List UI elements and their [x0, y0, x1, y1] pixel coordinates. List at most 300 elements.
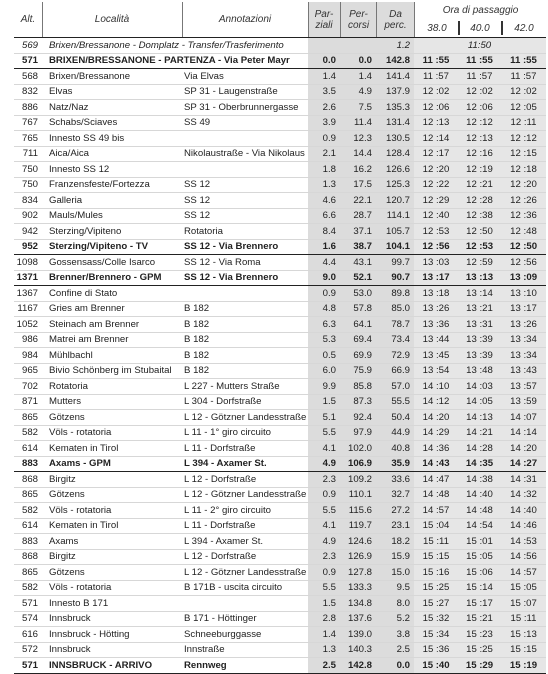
- cell-percorsi: 75.9: [340, 363, 376, 379]
- cell-percorsi: 11.4: [340, 115, 376, 131]
- cell-percorsi: 28.7: [340, 208, 376, 224]
- cell-time-42: 13 :10: [501, 286, 546, 302]
- table-row: [14, 425, 546, 441]
- cell-da-perc: 5.2: [376, 611, 414, 627]
- table-row: [14, 658, 546, 674]
- cell-da-perc: 90.7: [376, 270, 414, 286]
- cell-localita: Götzens: [42, 487, 182, 503]
- cell-time-40: 14 :03: [458, 379, 501, 395]
- cell-percorsi: 87.3: [340, 394, 376, 410]
- table-row: [14, 239, 546, 255]
- cell-percorsi: 142.8: [340, 658, 376, 674]
- cell-alt: 574: [14, 611, 42, 627]
- cell-time-42: 15 :19: [501, 658, 546, 674]
- cell-time-40: 11 :55: [458, 53, 501, 69]
- cell-localita: Rotatoria: [42, 379, 182, 395]
- cell-annotazioni: Rennweg: [182, 658, 308, 674]
- cell-time-40: 12 :16: [458, 146, 501, 162]
- cell-time-42: 15 :15: [501, 642, 546, 658]
- cell-percorsi: 133.3: [340, 580, 376, 596]
- cell-annotazioni: [182, 131, 308, 147]
- cell-annotazioni: Via Elvas: [182, 69, 308, 85]
- table-row: [14, 162, 546, 178]
- cell-parziali: 1.6: [308, 239, 340, 255]
- cell-time-42: 14 :20: [501, 441, 546, 457]
- cell-da-perc: 120.7: [376, 193, 414, 209]
- table-row: [14, 177, 546, 193]
- cell-time-40: 13 :14: [458, 286, 501, 302]
- cell-alt: 1367: [14, 286, 42, 302]
- cell-time-38: 11 :55: [414, 53, 458, 69]
- cell-time-38: 15 :11: [414, 534, 458, 550]
- cell-da-perc: 2.5: [376, 642, 414, 658]
- cell-time-38: 12 :29: [414, 193, 458, 209]
- cell-annotazioni: SS 12: [182, 193, 308, 209]
- cell-time-38: 15 :32: [414, 611, 458, 627]
- cell-time-42: 13 :34: [501, 348, 546, 364]
- table-row: [14, 332, 546, 348]
- cell-time-42: 12 :50: [501, 239, 546, 255]
- cell-alt: 572: [14, 642, 42, 658]
- cell-da-perc: 99.7: [376, 255, 414, 271]
- cell-parziali: 1.4: [308, 69, 340, 85]
- cell-da-perc: 32.7: [376, 487, 414, 503]
- cell-annotazioni: L 304 - Dorfstraße: [182, 394, 308, 410]
- cell-time-38: 14 :29: [414, 425, 458, 441]
- divider: [376, 2, 377, 37]
- cell-percorsi: 106.9: [340, 456, 376, 472]
- cell-time-38: 15 :36: [414, 642, 458, 658]
- cell-percorsi: 127.8: [340, 565, 376, 581]
- cell-percorsi: 119.7: [340, 518, 376, 534]
- cell-time-40: 14 :35: [458, 456, 501, 472]
- cell-localita: Aica/Aica: [42, 146, 182, 162]
- cell-parziali: 2.3: [308, 549, 340, 565]
- cell-time-42: 13 :57: [501, 379, 546, 395]
- cell-localita: Brixen/Bressanone - Domplatz - Transfer/Trasferimento: [42, 38, 182, 53]
- cell-time-40: 14 :54: [458, 518, 501, 534]
- cell-da-perc: 105.7: [376, 224, 414, 240]
- cell-time-40: 12 :06: [458, 100, 501, 116]
- divider: [414, 2, 415, 37]
- cell-annotazioni: [182, 286, 308, 302]
- cell-annotazioni: L 394 - Axamer St.: [182, 456, 308, 472]
- cell-percorsi: 14.4: [340, 146, 376, 162]
- cell-localita: Birgitz: [42, 549, 182, 565]
- cell-percorsi: 0.0: [340, 53, 376, 69]
- cell-time-38: 13 :03: [414, 255, 458, 271]
- divider: [308, 2, 309, 37]
- cell-da-perc: 33.6: [376, 472, 414, 488]
- table-row: [14, 487, 546, 503]
- cell-annotazioni: B 171B - uscita circuito: [182, 580, 308, 596]
- cell-time-42: 12 :36: [501, 208, 546, 224]
- table-row: [14, 642, 546, 658]
- cell-annotazioni: L 11 - 1° giro circuito: [182, 425, 308, 441]
- timetable-sheet: [14, 2, 546, 671]
- cell-annotazioni: SP 31 - Laugenstraße: [182, 84, 308, 100]
- cell-time-42: 13 :34: [501, 332, 546, 348]
- cell-da-perc: 126.6: [376, 162, 414, 178]
- table-row: [14, 301, 546, 317]
- cell-annotazioni: B 171 - Höttinger: [182, 611, 308, 627]
- cell-percorsi: 137.6: [340, 611, 376, 627]
- cell-parziali: 1.3: [308, 177, 340, 193]
- cell-parziali: 1.3: [308, 642, 340, 658]
- table-row: [14, 596, 546, 612]
- cell-alt: 883: [14, 534, 42, 550]
- cell-da-perc: 104.1: [376, 239, 414, 255]
- cell-time-40: 12 :38: [458, 208, 501, 224]
- cell-time-38: 13 :44: [414, 332, 458, 348]
- cell-localita: Innesto SS 49 bis: [42, 131, 182, 147]
- cell-time-42: 12 :12: [501, 131, 546, 147]
- cell-da-perc: 3.8: [376, 627, 414, 643]
- cell-time-42: 12 :56: [501, 255, 546, 271]
- cell-localita: Natz/Naz: [42, 100, 182, 116]
- cell-alt: 986: [14, 332, 42, 348]
- cell-parziali: 5.5: [308, 580, 340, 596]
- cell-localita: Elvas: [42, 84, 182, 100]
- cell-da-perc: 114.1: [376, 208, 414, 224]
- cell-localita: Franzensfeste/Fortezza: [42, 177, 182, 193]
- cell-annotazioni: SS 12: [182, 208, 308, 224]
- cell-alt: 1371: [14, 270, 42, 286]
- cell-annotazioni: L 11 - 2° giro circuito: [182, 503, 308, 519]
- cell-parziali: 0.5: [308, 348, 340, 364]
- cell-alt: 616: [14, 627, 42, 643]
- cell-alt: 614: [14, 441, 42, 457]
- cell-time-42: 13 :43: [501, 363, 546, 379]
- table-row: [14, 611, 546, 627]
- cell-parziali: 5.3: [308, 332, 340, 348]
- table-row: [14, 580, 546, 596]
- table-row: [14, 224, 546, 240]
- cell-time-40: 15 :25: [458, 642, 501, 658]
- cell-annotazioni: Innstraße: [182, 642, 308, 658]
- cell-time-38: 14 :43: [414, 456, 458, 472]
- cell-time-40: 15 :17: [458, 596, 501, 612]
- cell-time-38: 12 :02: [414, 84, 458, 100]
- cell-localita: BRIXEN/BRESSANONE - PARTENZA - Via Peter Mayr: [42, 53, 182, 69]
- cell-da-perc: 135.3: [376, 100, 414, 116]
- cell-annotazioni: SS 12 - Via Brennero: [182, 239, 308, 255]
- cell-time-38: 15 :34: [414, 627, 458, 643]
- cell-alt: 886: [14, 100, 42, 116]
- cell-da-perc: 40.8: [376, 441, 414, 457]
- cell-da-perc: 130.5: [376, 131, 414, 147]
- cell-percorsi: 139.0: [340, 627, 376, 643]
- cell-alt: 865: [14, 410, 42, 426]
- cell-annotazioni: L 12 - Dorfstraße: [182, 549, 308, 565]
- timetable: [14, 38, 546, 674]
- cell-localita: Völs - rotatoria: [42, 580, 182, 596]
- cell-annotazioni: L 12 - Götzner Landesstraße: [182, 565, 308, 581]
- cell-parziali: 2.8: [308, 611, 340, 627]
- cell-localita: Axams - GPM: [42, 456, 182, 472]
- cell-time-38: 12 :13: [414, 115, 458, 131]
- cell-time-40: 12 :13: [458, 131, 501, 147]
- cell-annotazioni: L 12 - Götzner Landesstraße: [182, 487, 308, 503]
- cell-percorsi: 1.4: [340, 69, 376, 85]
- table-row: [14, 410, 546, 426]
- cell-time-40: 15 :01: [458, 534, 501, 550]
- cell-time-40: 13 :21: [458, 301, 501, 317]
- cell-da-perc: 137.9: [376, 84, 414, 100]
- cell-time-38: 11 :57: [414, 69, 458, 85]
- cell-annotazioni: SP 31 - Oberbrunnergasse: [182, 100, 308, 116]
- cell-annotazioni: SS 49: [182, 115, 308, 131]
- cell-da-perc: 78.7: [376, 317, 414, 333]
- cell-percorsi: 126.9: [340, 549, 376, 565]
- cell-time-42: 14 :07: [501, 410, 546, 426]
- cell-time-40: 14 :48: [458, 503, 501, 519]
- cell-time-40: 11:50: [458, 38, 501, 53]
- cell-time-38: 14 :12: [414, 394, 458, 410]
- cell-alt: 571: [14, 53, 42, 69]
- cell-time-42: 14 :56: [501, 549, 546, 565]
- table-row: [14, 394, 546, 410]
- cell-time-38: 14 :48: [414, 487, 458, 503]
- cell-da-perc: 35.9: [376, 456, 414, 472]
- cell-alt: 711: [14, 146, 42, 162]
- cell-time-42: 12 :20: [501, 177, 546, 193]
- cell-annotazioni: L 12 - Götzner Landesstraße: [182, 410, 308, 426]
- table-header: [14, 2, 546, 38]
- cell-localita: Axams: [42, 534, 182, 550]
- cell-time-38: 13 :17: [414, 270, 458, 286]
- cell-alt: 702: [14, 379, 42, 395]
- cell-alt: 883: [14, 456, 42, 472]
- cell-time-42: 12 :48: [501, 224, 546, 240]
- cell-time-42: 12 :11: [501, 115, 546, 131]
- cell-alt: 865: [14, 487, 42, 503]
- cell-time-40: 12 :12: [458, 115, 501, 131]
- cell-annotazioni: B 182: [182, 301, 308, 317]
- cell-alt: 865: [14, 565, 42, 581]
- cell-time-40: 12 :02: [458, 84, 501, 100]
- cell-time-38: 12 :22: [414, 177, 458, 193]
- cell-parziali: 3.5: [308, 84, 340, 100]
- cell-time-42: 15 :11: [501, 611, 546, 627]
- cell-time-42: 13 :17: [501, 301, 546, 317]
- cell-time-42: [501, 38, 546, 53]
- cell-parziali: [308, 38, 340, 53]
- cell-alt: 750: [14, 162, 42, 178]
- cell-time-42: 14 :32: [501, 487, 546, 503]
- cell-time-42: 13 :09: [501, 270, 546, 286]
- cell-time-40: 15 :29: [458, 658, 501, 674]
- cell-percorsi: 110.1: [340, 487, 376, 503]
- cell-annotazioni: L 12 - Dorfstraße: [182, 472, 308, 488]
- cell-da-perc: 89.8: [376, 286, 414, 302]
- cell-parziali: 0.9: [308, 487, 340, 503]
- cell-time-38: 12 :56: [414, 239, 458, 255]
- cell-time-40: 15 :06: [458, 565, 501, 581]
- cell-parziali: 1.8: [308, 162, 340, 178]
- cell-alt: 767: [14, 115, 42, 131]
- cell-alt: 834: [14, 193, 42, 209]
- table-row: [14, 84, 546, 100]
- cell-annotazioni: B 182: [182, 363, 308, 379]
- table-row: [14, 270, 546, 286]
- cell-percorsi: 52.1: [340, 270, 376, 286]
- cell-percorsi: 115.6: [340, 503, 376, 519]
- cell-annotazioni: SS 12 - Via Roma: [182, 255, 308, 271]
- cell-alt: 868: [14, 549, 42, 565]
- cell-da-perc: 23.1: [376, 518, 414, 534]
- cell-annotazioni: L 227 - Mutters Straße: [182, 379, 308, 395]
- cell-parziali: 1.4: [308, 627, 340, 643]
- cell-time-42: 12 :26: [501, 193, 546, 209]
- cell-time-40: 14 :28: [458, 441, 501, 457]
- header-speed-42: 42.0: [514, 22, 534, 34]
- cell-parziali: 5.5: [308, 425, 340, 441]
- cell-percorsi: 37.1: [340, 224, 376, 240]
- divider: [340, 2, 341, 37]
- cell-time-40: 14 :13: [458, 410, 501, 426]
- cell-percorsi: 16.2: [340, 162, 376, 178]
- cell-parziali: 4.6: [308, 193, 340, 209]
- cell-alt: 765: [14, 131, 42, 147]
- table-row: [14, 69, 546, 85]
- cell-time-38: 15 :27: [414, 596, 458, 612]
- cell-time-40: 15 :05: [458, 549, 501, 565]
- cell-percorsi: 85.8: [340, 379, 376, 395]
- cell-annotazioni: B 182: [182, 348, 308, 364]
- cell-time-38: 12 :14: [414, 131, 458, 147]
- cell-time-38: 13 :18: [414, 286, 458, 302]
- cell-time-38: 12 :53: [414, 224, 458, 240]
- cell-percorsi: 53.0: [340, 286, 376, 302]
- cell-percorsi: [340, 38, 376, 53]
- cell-da-perc: 1.2: [376, 38, 414, 53]
- cell-da-perc: 57.0: [376, 379, 414, 395]
- cell-time-38: 12 :17: [414, 146, 458, 162]
- cell-da-perc: 125.3: [376, 177, 414, 193]
- cell-annotazioni: SS 12: [182, 177, 308, 193]
- header-da-perc: Da perc.: [377, 2, 414, 37]
- cell-localita: Galleria: [42, 193, 182, 209]
- cell-localita: Innsbruck - Hötting: [42, 627, 182, 643]
- cell-da-perc: 15.0: [376, 565, 414, 581]
- cell-time-38: 15 :16: [414, 565, 458, 581]
- cell-da-perc: 66.9: [376, 363, 414, 379]
- cell-time-38: 12 :40: [414, 208, 458, 224]
- cell-parziali: 4.1: [308, 518, 340, 534]
- cell-time-40: 13 :48: [458, 363, 501, 379]
- cell-time-42: 14 :40: [501, 503, 546, 519]
- header-localita: Località: [94, 14, 130, 25]
- cell-time-42: 12 :05: [501, 100, 546, 116]
- cell-percorsi: 12.3: [340, 131, 376, 147]
- cell-localita: Innesto B 171: [42, 596, 182, 612]
- cell-localita: Mühlbachl: [42, 348, 182, 364]
- cell-parziali: 9.9: [308, 379, 340, 395]
- cell-localita: Kematen in Tirol: [42, 518, 182, 534]
- cell-parziali: 9.0: [308, 270, 340, 286]
- cell-time-42: 14 :53: [501, 534, 546, 550]
- cell-time-38: 12 :06: [414, 100, 458, 116]
- cell-alt: 942: [14, 224, 42, 240]
- table-row: [14, 549, 546, 565]
- cell-time-38: 14 :47: [414, 472, 458, 488]
- cell-parziali: 5.1: [308, 410, 340, 426]
- table-row: [14, 472, 546, 488]
- cell-localita: Mauls/Mules: [42, 208, 182, 224]
- cell-time-40: 12 :59: [458, 255, 501, 271]
- cell-annotazioni: [182, 162, 308, 178]
- cell-time-42: 12 :02: [501, 84, 546, 100]
- cell-parziali: 6.3: [308, 317, 340, 333]
- cell-da-perc: 15.9: [376, 549, 414, 565]
- cell-localita: Sterzing/Vipiteno: [42, 224, 182, 240]
- cell-percorsi: 64.1: [340, 317, 376, 333]
- cell-localita: Steinach am Brenner: [42, 317, 182, 333]
- cell-percorsi: 69.4: [340, 332, 376, 348]
- cell-parziali: 4.4: [308, 255, 340, 271]
- cell-percorsi: 7.5: [340, 100, 376, 116]
- cell-parziali: 0.0: [308, 53, 340, 69]
- table-row: [14, 363, 546, 379]
- cell-percorsi: 140.3: [340, 642, 376, 658]
- cell-localita: Kematen in Tirol: [42, 441, 182, 457]
- cell-time-38: 14 :20: [414, 410, 458, 426]
- cell-localita: Innsbruck: [42, 611, 182, 627]
- cell-time-42: 14 :31: [501, 472, 546, 488]
- cell-alt: 868: [14, 472, 42, 488]
- cell-da-perc: 55.5: [376, 394, 414, 410]
- cell-time-42: 12 :18: [501, 162, 546, 178]
- cell-localita: Innsbruck: [42, 642, 182, 658]
- cell-alt: 582: [14, 425, 42, 441]
- cell-time-40: 15 :21: [458, 611, 501, 627]
- cell-parziali: 6.0: [308, 363, 340, 379]
- cell-alt: 568: [14, 69, 42, 85]
- cell-time-38: 14 :10: [414, 379, 458, 395]
- cell-parziali: 2.3: [308, 472, 340, 488]
- table-row: [14, 503, 546, 519]
- cell-time-42: 13 :59: [501, 394, 546, 410]
- cell-localita: Völs - rotatoria: [42, 503, 182, 519]
- table-row: [14, 193, 546, 209]
- cell-alt: 582: [14, 503, 42, 519]
- cell-time-38: 12 :20: [414, 162, 458, 178]
- table-row: [14, 565, 546, 581]
- table-row: [14, 115, 546, 131]
- table-row: [14, 379, 546, 395]
- cell-localita: INNSBRUCK - ARRIVO: [42, 658, 182, 674]
- cell-time-38: 14 :36: [414, 441, 458, 457]
- cell-time-38: 15 :04: [414, 518, 458, 534]
- cell-localita: Gossensass/Colle Isarco: [42, 255, 182, 271]
- cell-parziali: 8.4: [308, 224, 340, 240]
- cell-time-42: 11 :57: [501, 69, 546, 85]
- cell-annotazioni: Nikolaustraße - Via Nikolaus: [182, 146, 308, 162]
- cell-annotazioni: B 182: [182, 317, 308, 333]
- table-row: [14, 100, 546, 116]
- cell-localita: Confine di Stato: [42, 286, 182, 302]
- cell-time-42: 15 :13: [501, 627, 546, 643]
- cell-da-perc: 73.4: [376, 332, 414, 348]
- cell-localita: Gries am Brenner: [42, 301, 182, 317]
- table-row: [14, 317, 546, 333]
- divider: [501, 21, 503, 35]
- cell-parziali: 2.5: [308, 658, 340, 674]
- cell-percorsi: 57.8: [340, 301, 376, 317]
- cell-da-perc: 131.4: [376, 115, 414, 131]
- cell-time-42: 14 :46: [501, 518, 546, 534]
